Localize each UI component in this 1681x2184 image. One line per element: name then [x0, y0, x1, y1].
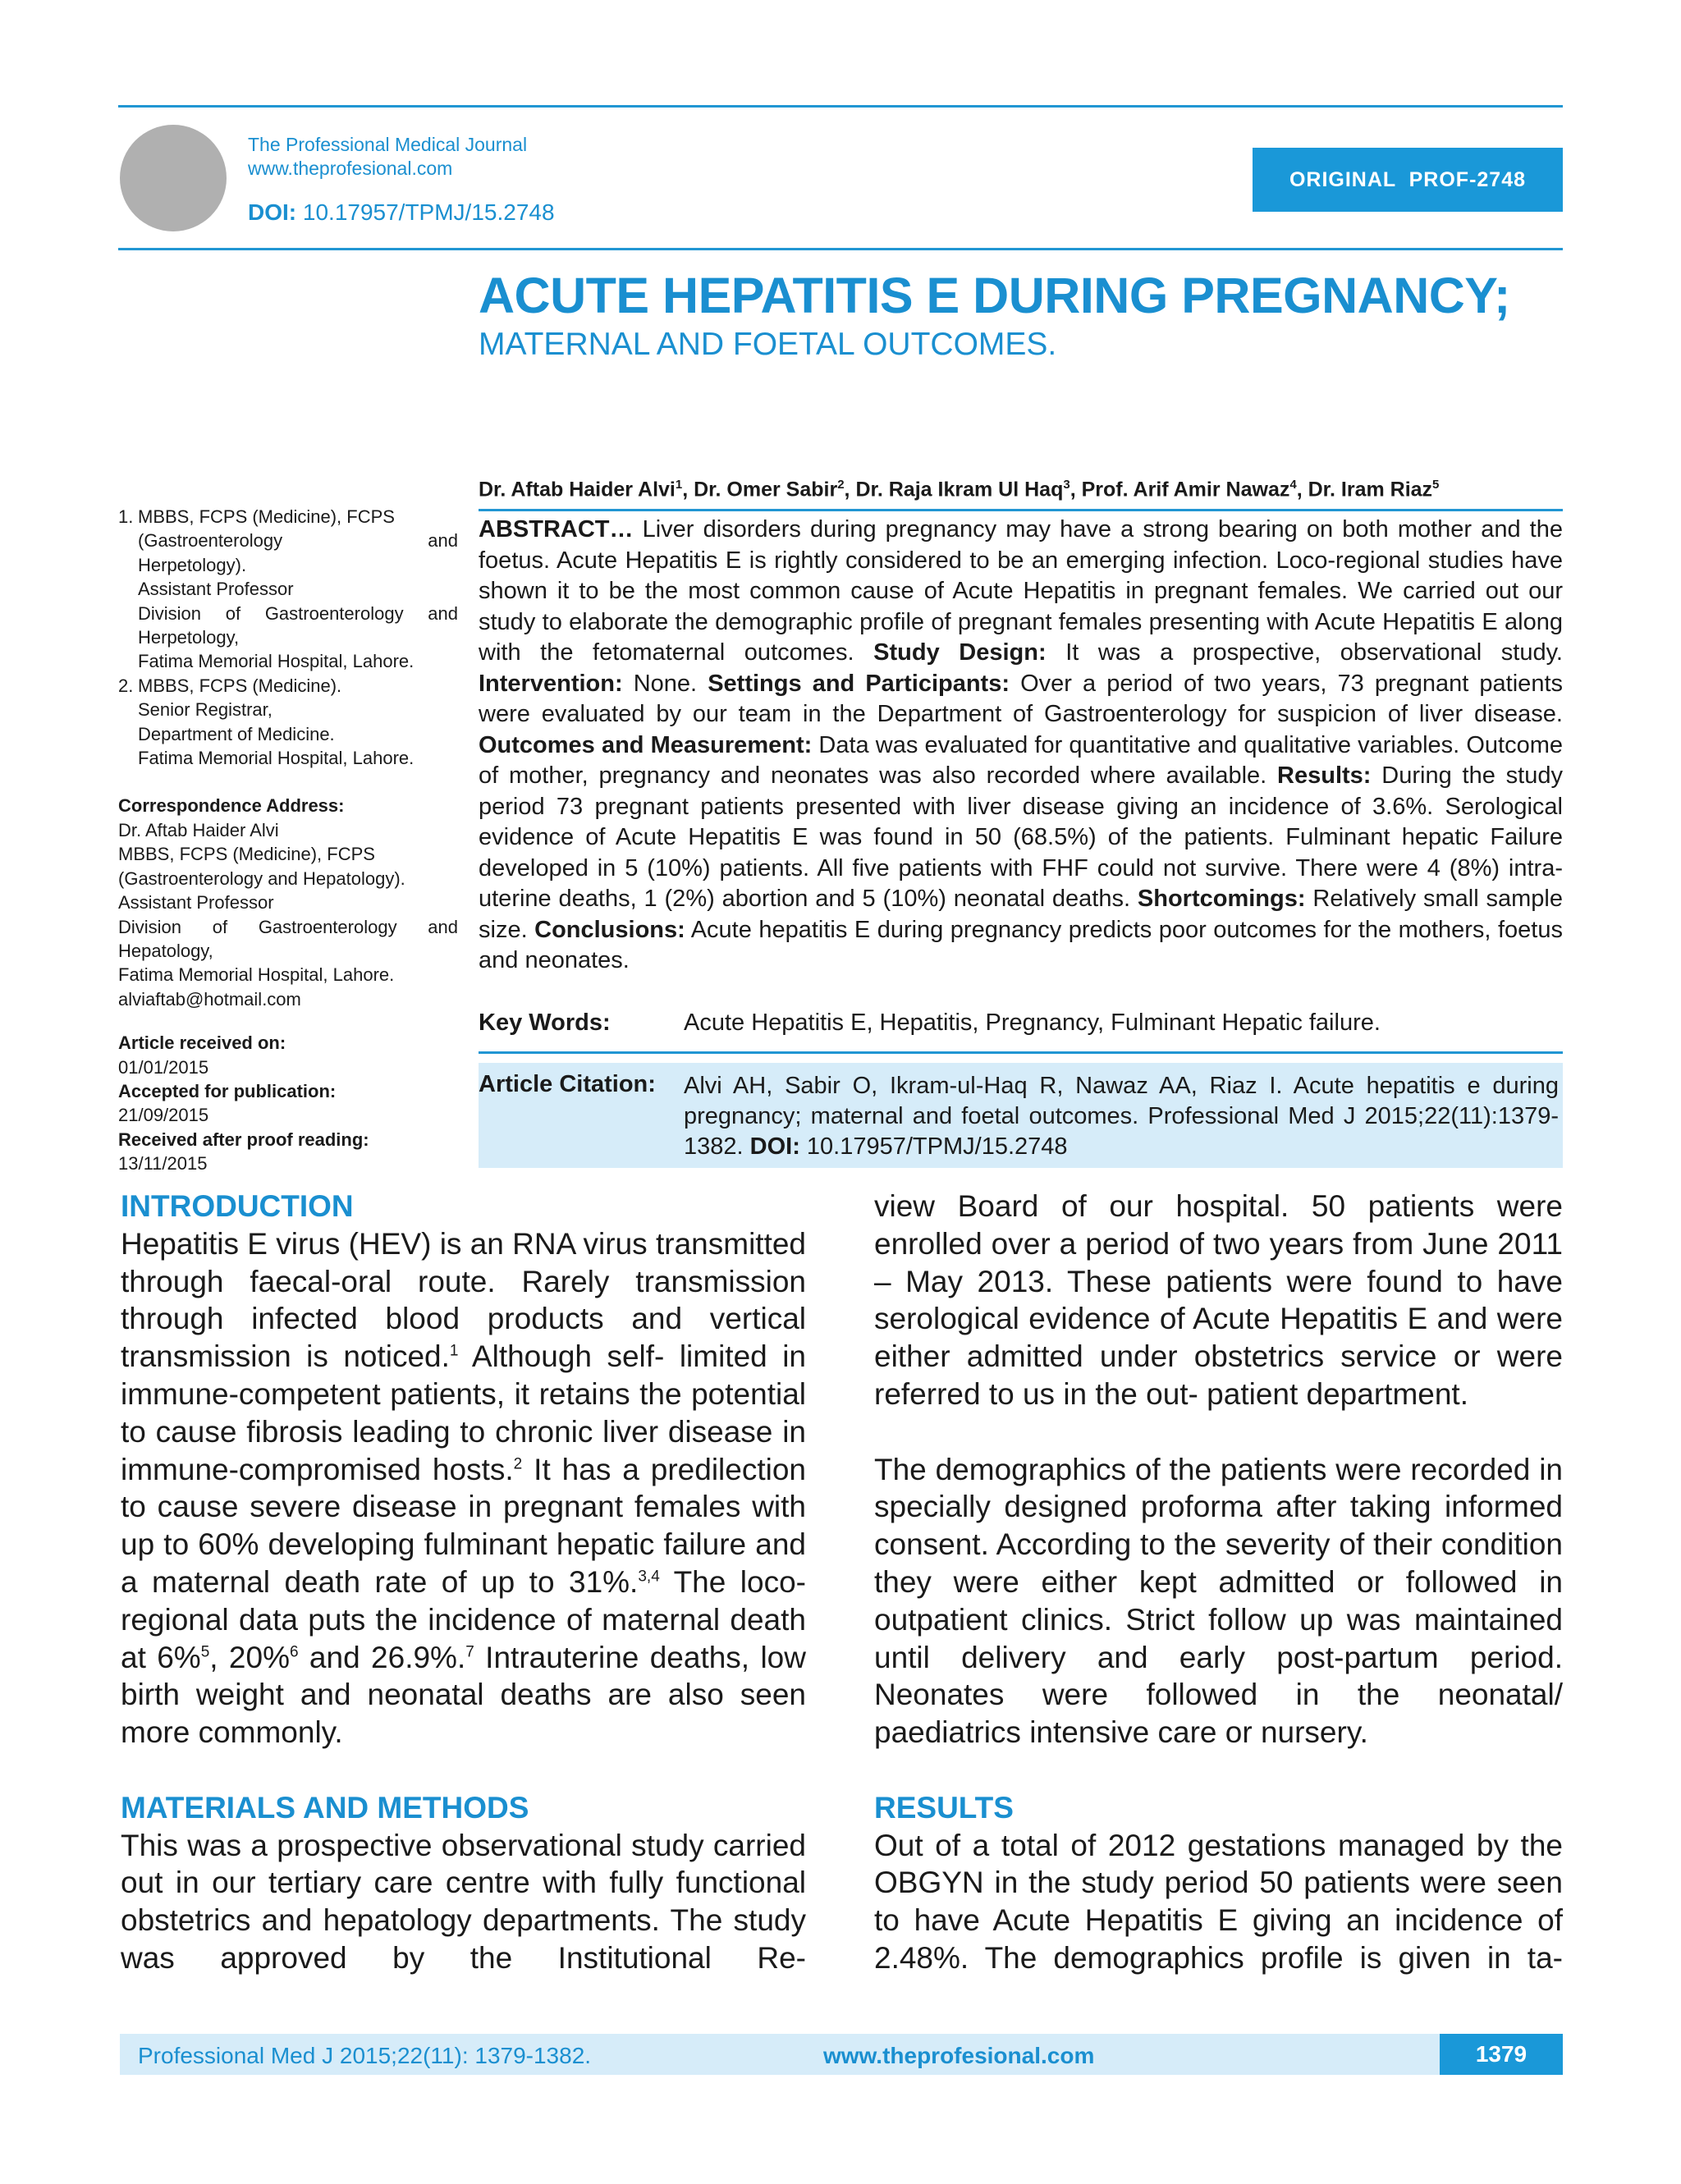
body-text: Intrauterine deaths, low birth weight and neonatal deaths are also seen more commonly.	[121, 1640, 806, 1750]
page-number: 1379	[1440, 2034, 1563, 2075]
body-column-left	[121, 1188, 806, 1977]
author-affiliation-mark: 5	[1432, 478, 1440, 492]
authors-rule	[479, 509, 1563, 511]
section-heading-introduction: INTRODUCTION	[121, 1189, 354, 1223]
affiliation-number: 2.	[118, 675, 134, 696]
correspondence-line: (Gastroenterology and Hepatology).	[118, 868, 405, 889]
shortcomings-label: Shortcomings:	[1137, 886, 1306, 912]
methods-paragraph: The demographics of the patients were recorded in specially designed proforma after taking informed consent. According to the severity of their condition they were either kept admitted or followed in outpatient clinics. Strict follow up was maintained until delivery and early post-partum period. Neonates were followed in the neonatal/ paediatrics intensive care or nursery.	[874, 1452, 1563, 1750]
article-subtitle: MATERNAL AND FOETAL OUTCOMES.	[479, 327, 1057, 362]
results-text: During the study period 73 pregnant patients presented with liver disease giving an incidence of 3.6%. Serological evidence of Acute Hepatitis E was found in 50 (68.5%) of the patients. Fulminant hepatic Failure developed in 5 (10%) patients. All five patients with FHF could not survive. There were 4 (8%) intra-uterine deaths, 1 (2%) abortion and 5 (10%) neonatal deaths.	[479, 762, 1564, 912]
reference-mark[interactable]: 1	[449, 1342, 459, 1360]
author-separator: ,	[1070, 478, 1082, 501]
correspondence-email[interactable]: alviaftab@hotmail.com	[118, 988, 301, 1010]
affiliation-number: 1.	[118, 506, 134, 527]
author-name: Dr. Iram Riaz	[1308, 478, 1433, 501]
abstract	[479, 515, 1563, 977]
journal-url[interactable]: www.theprofesional.com	[248, 158, 453, 179]
shortcomings-text: Relatively small sample size.	[479, 886, 1564, 943]
introduction-paragraph	[121, 1225, 806, 1751]
affiliation-line: Fatima Memorial Hospital, Lahore.	[138, 748, 415, 769]
author-name: Dr. Aftab Haider Alvi	[479, 478, 676, 501]
affiliation-line: Division of Gastroenterology and	[138, 602, 458, 624]
correspondence-line: Division of Gastroenterology and	[118, 916, 458, 937]
accepted-date: 21/09/2015	[118, 1105, 209, 1126]
section-heading-results: RESULTS	[874, 1790, 1014, 1825]
author-separator: ,	[844, 478, 856, 501]
proof-date: 13/11/2015	[118, 1153, 208, 1174]
methods-paragraph-continued: view Board of our hospital. 50 patients were enrolled over a period of two years from June 2011 – May 2013. These patients were found to have serological evidence of Acute Hepatitis E and were either admitted under obstetrics service or were referred to us in the out- patient department.	[874, 1189, 1563, 1411]
affiliation-line: Senior Registrar,	[138, 699, 273, 721]
affiliation-line: Herpetology).	[138, 554, 247, 575]
outcomes-text: Data was evaluated for quantitative and qualitative variables. Outcome of mother, pregnancy and neonates was also recorded where available.	[479, 731, 1563, 789]
outcomes-label: Outcomes and Measurement:	[479, 731, 813, 758]
study-design-label: Study Design:	[873, 639, 1047, 666]
affiliation-sidebar	[118, 505, 458, 1176]
author-affiliation-mark: 4	[1289, 478, 1297, 492]
received-label: Article received on:	[118, 1032, 286, 1054]
accepted-label: Accepted for publication:	[118, 1080, 337, 1101]
author-separator: ,	[1296, 478, 1308, 501]
citation-label: Article Citation:	[479, 1071, 656, 1097]
doi-label: DOI:	[248, 199, 297, 225]
settings-label: Settings and Participants:	[708, 670, 1010, 697]
footer-citation: Professional Med J 2015;22(11): 1379-1382.	[138, 2043, 592, 2068]
conclusions-label: Conclusions:	[534, 916, 685, 943]
affiliation-line: (Gastroenterology and	[138, 530, 458, 552]
study-design-text: It was a prospective, observational study.	[1046, 639, 1563, 666]
conclusions-text: Acute hepatitis E during pregnancy predicts poor outcomes for the mothers, foetus and neonates.	[479, 916, 1563, 973]
intervention-label: Intervention:	[479, 670, 623, 697]
received-date: 01/01/2015	[118, 1056, 209, 1078]
author-name: Dr. Raja Ikram Ul Haq	[855, 478, 1064, 501]
reference-mark[interactable]: 5	[200, 1643, 210, 1661]
article-title: ACUTE HEPATITIS E DURING PREGNANCY;	[479, 268, 1510, 323]
header-bottom-rule	[118, 248, 1563, 250]
methods-paragraph: This was a prospective observational study carried out in our tertiary care centre with fully functional obstetrics and hepatology departments. The study was approved by the Institutional Re-	[121, 1828, 806, 1975]
header-top-rule	[118, 105, 1563, 108]
footer-url[interactable]: www.theprofesional.com	[823, 2043, 1095, 2068]
body-text: It has a predilection to cause severe disease in pregnant females with up to 60% developing fulminant hepatic failure and a maternal death rate of up to 31%.	[121, 1452, 807, 1599]
citation-text	[684, 1071, 1559, 1162]
results-label: Results:	[1277, 762, 1372, 789]
author-name: Dr. Omer Sabir	[694, 478, 838, 501]
citation-reference: Alvi AH, Sabir O, Ikram-ul-Haq R, Nawaz AA, Riaz I. Acute hepatitis e during pregnancy; maternal and foetal outcomes. Professional Med J 2015;22(11):1379-1382.	[684, 1073, 1559, 1160]
reference-mark[interactable]: 6	[289, 1643, 299, 1661]
citation-doi-value[interactable]: 10.17957/TPMJ/15.2748	[799, 1133, 1068, 1160]
journal-logo	[120, 125, 227, 231]
keywords-text: Acute Hepatitis E, Hepatitis, Pregnancy, Fulminant Hepatic failure.	[684, 1010, 1381, 1036]
body-text: and 26.9%.	[298, 1640, 466, 1674]
correspondence-line: Hepatology,	[118, 940, 213, 961]
affiliation-line: Assistant Professor	[138, 579, 294, 600]
reference-mark[interactable]: 2	[513, 1455, 523, 1473]
affiliation-line: Herpetology,	[138, 627, 240, 648]
author-name: Prof. Arif Amir Nawaz	[1081, 478, 1290, 501]
author-affiliation-mark: 2	[837, 478, 845, 492]
author-separator: ,	[682, 478, 694, 501]
intervention-text: None.	[622, 670, 708, 697]
abstract-intro: Liver disorders during pregnancy may have a strong bearing on both mother and the foetus. Acute Hepatitis E is rightly considered to be an emerging infection. Loco-regional studies have shown it to be the most common cause of Acute Hepatitis in pregnant females. We carried out our study to elaborate the demographic profile of pregnant females presenting with Acute Hepatitis E along with the fetomaternal outcomes.	[479, 516, 1563, 666]
article-type-badge: ORIGINAL PROF-2748	[1253, 148, 1563, 212]
correspondence-line: MBBS, FCPS (Medicine), FCPS	[118, 844, 375, 865]
keywords-label: Key Words:	[479, 1010, 611, 1036]
affiliation-line: Fatima Memorial Hospital, Lahore.	[138, 651, 415, 672]
results-paragraph: Out of a total of 2012 gestations managed by the OBGYN in the study period 50 patients were seen to have Acute Hepatitis E giving an incidence of 2.48%. The demographics profile is given in ta-	[874, 1828, 1563, 1975]
affiliation-2	[118, 674, 458, 771]
journal-name: The Professional Medical Journal	[248, 134, 528, 155]
author-affiliation-mark: 1	[675, 478, 683, 492]
citation-doi-label: DOI:	[749, 1133, 800, 1160]
section-heading-methods: MATERIALS AND METHODS	[121, 1790, 529, 1825]
correspondence-label: Correspondence Address:	[118, 795, 345, 817]
body-text: The loco-regional data puts the incidence of maternal death at 6%	[121, 1564, 806, 1674]
body-column-right	[874, 1188, 1563, 1977]
author-list	[479, 478, 1439, 501]
affiliation-line: Department of Medicine.	[138, 723, 335, 744]
proof-label: Received after proof reading:	[118, 1129, 369, 1150]
correspondence-line: Dr. Aftab Haider Alvi	[118, 819, 279, 840]
abstract-label: ABSTRACT…	[479, 516, 634, 543]
keywords-rule	[479, 1051, 1563, 1054]
doi-line	[248, 199, 555, 226]
affiliation-line: MBBS, FCPS (Medicine), FCPS	[138, 506, 395, 527]
correspondence-line: Fatima Memorial Hospital, Lahore.	[118, 964, 395, 986]
settings-text: Over a period of two years, 73 pregnant patients were evaluated by our team in the Department of Gastroenterology for suspicion of liver disease.	[479, 670, 1563, 727]
doi-value[interactable]: 10.17957/TPMJ/15.2748	[302, 199, 555, 225]
author-affiliation-mark: 3	[1063, 478, 1070, 492]
body-text: , 20%	[209, 1640, 290, 1674]
correspondence-line: Assistant Professor	[118, 892, 274, 913]
body-text: Hepatitis E virus (HEV) is an RNA virus transmitted through faecal-oral route. Rarely transmission through infected blood products and vertical transmission is noticed.	[121, 1226, 806, 1374]
reference-mark[interactable]: 3,4	[638, 1568, 660, 1586]
body-text: Although self- limited in immune-competent patients, it retains the potential to cause fibrosis leading to chronic liver disease in immune-compromised hosts.	[121, 1339, 806, 1486]
reference-mark[interactable]: 7	[465, 1643, 474, 1661]
affiliation-1	[118, 505, 458, 674]
affiliation-line: MBBS, FCPS (Medicine).	[138, 675, 342, 696]
